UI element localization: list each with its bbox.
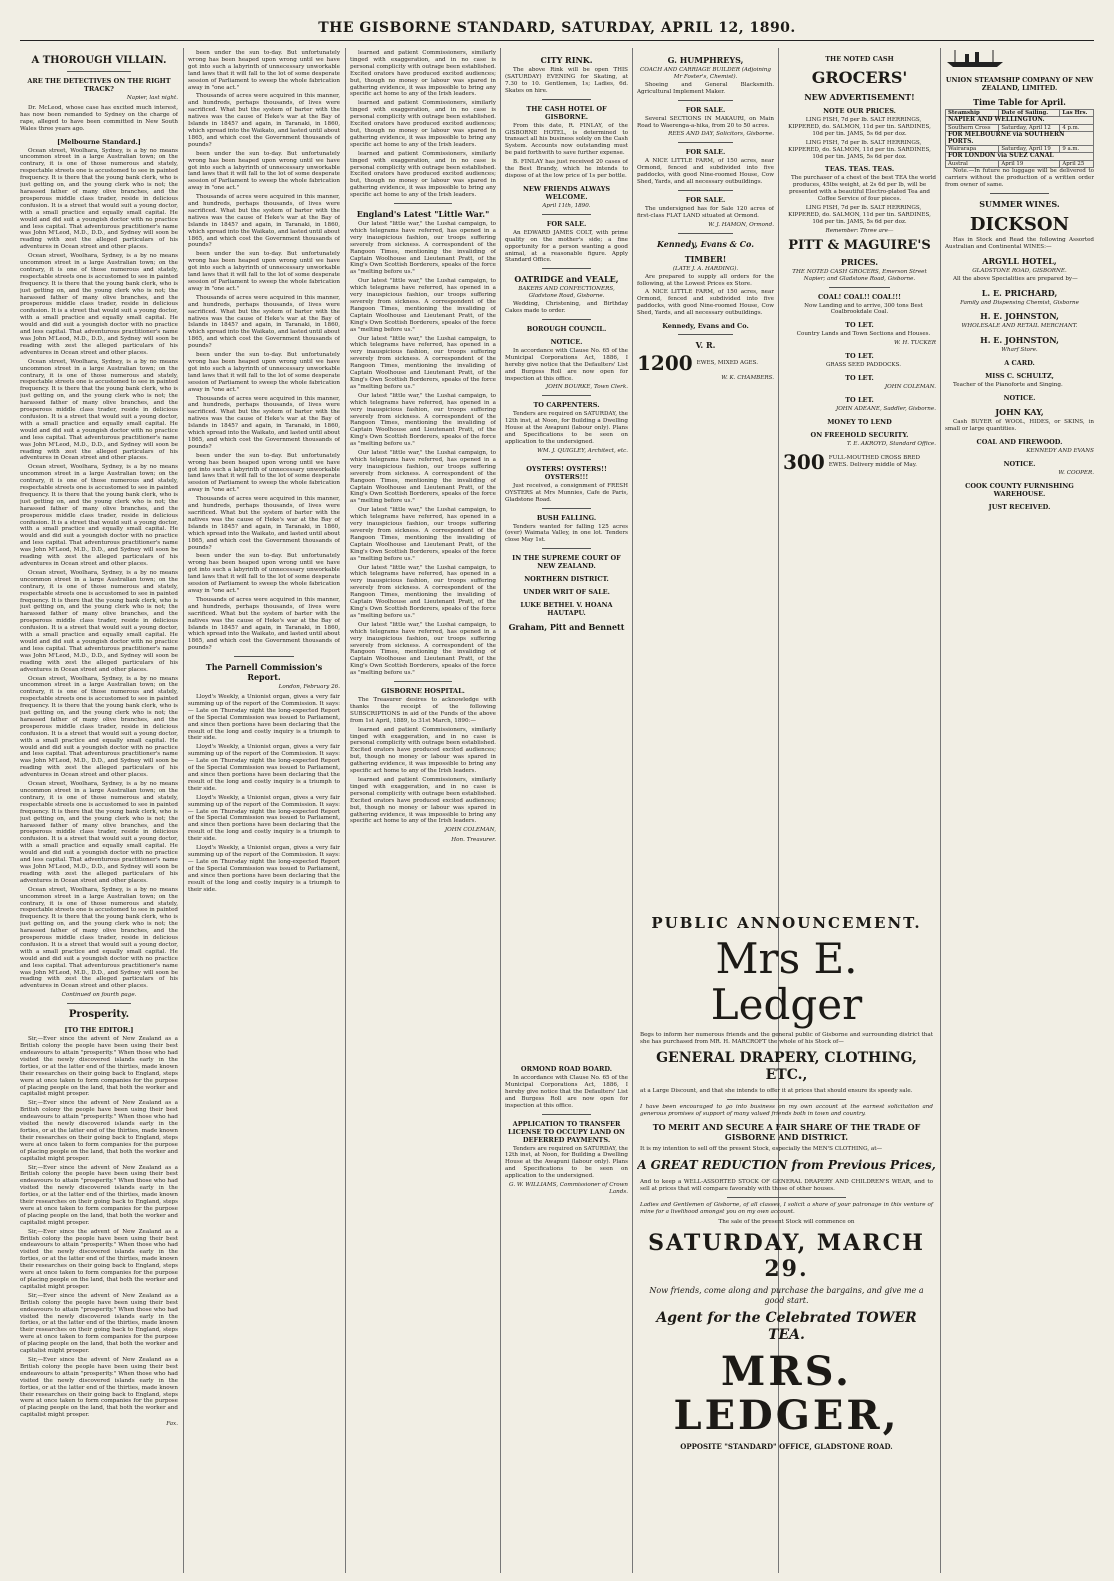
ad-text: A NICE LITTLE FARM, of 150 acres, near Ormond, fenced and subdivided into five paddocks, with good Nine-roomed House, Cow Shed, Yards, and all necessary outbuildings. xyxy=(637,289,774,317)
paragraph: Sir,—Ever since the advent of New Zealand as a British colony the people have been using their best endeavours to attain "prosperity." When those who had visited the newly discovered islands early in the forties, or at the latter end of the thirties, made known their researches on their going back to England, steps were at once taken to form companies for the purpose of placing people on the land, that both the worker and capitalist might prosper. xyxy=(20,1164,178,1226)
ad-text: at a Large Discount, and that she intends to offer it at prices that should ensure its speedy sale. xyxy=(640,1087,913,1094)
paragraph: Ocean street, Woolhara, Sydney, is a by no means uncommon street in a large Australian town; on the contrary, it is one of those numerous and stately, respectable streets one is accustomed to see in painted frequency. It is there that the young bank clerk, who is just getting on, and the young clerk who is not; the harassed father of many olive branches, and the prosperous middle class trader, reside in delicious confusion. It is a street that would suit a young doctor, with a small practice and equally small capital. He would and did suit a youngish doctor with no practice and less capital. That adventurous practitioner's name was John M'Leod, M.D., D.D., and Sydney will soon be reading with zest the alleged particulars of his adventures in Ocean street and other places. xyxy=(20,464,178,567)
ewes-number: 1200 xyxy=(637,351,693,376)
ad-title: G. HUMPHREYS, xyxy=(667,55,744,65)
column-rule xyxy=(632,48,633,1573)
table-cell: April 25 xyxy=(1060,160,1094,167)
ad-title: JOHN KAY, xyxy=(995,407,1044,418)
ad-title: TO LET. xyxy=(845,395,874,404)
ad-firm: Kennedy, Evans and Co. xyxy=(662,322,749,331)
paragraph: Thousands of acres were acquired in this manner, and hundreds, perhaps thousands, of lives were sacrificed. What but the system of barter with the natives was the cause of Heke's war at the Bay of Islands in 1845? and again, in Taranaki, in 1860, which spread into the Waikato, and lasted until about 1865, and which cost the Government thousands of pounds? xyxy=(188,596,340,652)
table-section: NAPIER AND WELLINGTON. xyxy=(946,117,1094,124)
table-cell: Saturday, April 12 xyxy=(999,124,1060,131)
ad-text: B. FINLAY has just received 20 cases of the Best Brandy, which he intends to dispose of at the low price of 1s per bottle. xyxy=(505,159,628,179)
ad-firm: Graham, Pitt and Bennett xyxy=(508,622,625,633)
table-section: FOR LONDON via SUEZ CANAL xyxy=(946,153,1094,160)
paragraph: Dr. McLeod, whose case has excited much interest, has now been remanded to Sydney on the charge of rape, alleged to have been committed in New South Wales three years ago. xyxy=(20,104,178,132)
column-classifieds xyxy=(505,50,628,905)
masthead-rule xyxy=(20,40,1094,41)
table-cell: Austral xyxy=(946,160,999,167)
signature: W. K. CHAMBERS. xyxy=(721,375,774,382)
signature: JOHN COLEMAN, xyxy=(444,827,496,834)
ad-title: PITT & MAGUIRE'S xyxy=(788,237,931,253)
ledger-announcement xyxy=(637,908,936,1570)
ad-sub: COACH AND CARRIAGE BUILDER (Adjoining Mr Foster's, Chemist). xyxy=(640,67,771,80)
paragraph: learned and patient Commissioners, similarly tinged with exaggeration, and in no case is personal complicity with outrage been established. Excited orators have produced excited audiences; but, though no money or labour was spared in gathering evidence, it was impossible to bring any specific act home to any of the Irish leaders. xyxy=(350,50,496,98)
ad-title: H. E. JOHNSTON, xyxy=(980,335,1059,346)
ad-title: GROCERS' xyxy=(811,68,908,87)
paragraph: been under the sun to-day. But unfortunately wrong has been heaped upon wrong until we have got into such a labyrinth of unnecessary unworkable land laws that it will fall to the lot of some desperate session of Parliament to sweep the whole fabrication away in "one act." xyxy=(188,251,340,292)
ad-title: APPLICATION TO TRANSFER LICENSE TO OCCUPY LAND ON DEFERRED PAYMENTS. xyxy=(508,1119,625,1144)
sale-date: SATURDAY, MARCH 29. xyxy=(648,1229,925,1282)
ad-address: OPPOSITE "STANDARD" OFFICE, GLADSTONE ROAD. xyxy=(680,1441,893,1451)
ad-sub: Remember: Three are— xyxy=(825,227,894,234)
ad-title: L. E. PRICHARD, xyxy=(981,287,1058,298)
ad-name: MRS. LEDGER, xyxy=(673,1347,900,1439)
steamship-icon xyxy=(945,50,1005,71)
paragraph: Thousands of acres were acquired in this manner, and hundreds, perhaps thousands, of lives were sacrificed. What but the system of barter with the natives was the cause of Heke's war at the Bay of Islands in 1845? and again, in Taranaki, in 1860, which spread into the Waikato, and lasted until about 1865, and which cost the Government thousands of pounds? xyxy=(188,194,340,249)
ad-text: It is my intention to sell off the present Stock, especially the MEN'S CLOTHING, at— xyxy=(640,1145,883,1152)
paragraph: Thousands of acres were acquired in this manner, and hundreds, perhaps thousands, of lives were sacrificed. What but the system of barter with the natives was the cause of Heke's war at the Bay of Islands in 1845? and again, in Taranaki, in 1860, which spread into the Waikato, and lasted until about 1865, and which cost the Government thousands of pounds? xyxy=(188,93,340,148)
paragraph: Thousands of acres were acquired in this manner, and hundreds, perhaps thousands, of lives were sacrificed. What but the system of barter with the natives was the cause of Heke's war at the Bay of Islands in 1845? and again, in Taranaki, in 1860, which spread into the Waikato, and lasted until about 1865, and which cost the Government thousands of pounds? xyxy=(188,294,340,350)
ad-title: BOROUGH COUNCIL. xyxy=(526,324,607,333)
ad-sub: NOTICE. xyxy=(1003,394,1036,403)
ad-title: OYSTERS! OYSTERS!! OYSTERS!!! xyxy=(526,464,607,481)
signature: REES AND DAY, Solicitors, Gisborne. xyxy=(668,131,774,138)
paragraph: Our latest "little war," the Lushai campaign, to which telegrams have referred, has opened in a very inauspicious fashion, our troops suffering severely from sickness. A correspondent of the Rangoon Times, mentioning the invaliding of Captain Woolhouse and Lieutenant Pratt, of the King's Own Scottish Borderers, speaks of the force as "melting before us." xyxy=(350,621,496,677)
ad-sub: NOTE OUR PRICES. xyxy=(823,107,896,115)
ad-sub: TEAS. TEAS. TEAS. xyxy=(824,165,895,174)
ad-title: PRICES. xyxy=(840,256,879,267)
ad-title: TO LET. xyxy=(845,321,874,330)
ad-title: H. E. JOHNSTON, xyxy=(980,311,1059,322)
ad-title: FOR SALE. xyxy=(685,148,726,157)
ad-title: UNION STEAMSHIP COMPANY OF NEW ZEALAND, LIMITED. xyxy=(945,75,1094,92)
ad-text: The undersigned has for Sale 120 acres of first-class FLAT LAND situated at Ormond. xyxy=(637,205,774,219)
ad-text: The sale of the present Stock will commence on xyxy=(718,1219,855,1226)
article-title: The Parnell Commission's Report. xyxy=(205,662,323,683)
paragraph: been under the sun to-day. But unfortunately wrong has been heaped upon wrong until we have got into such a labyrinth of unnecessary unworkable land laws that it will fall to the lot of some desperate session of Parliament to sweep the whole fabrication away in "one act." xyxy=(188,50,340,91)
ad-title: TO LET. xyxy=(845,352,874,361)
ad-title: IN THE SUPREME COURT OF NEW ZEALAND. xyxy=(512,554,621,571)
ad-text: Teacher of the Pianoforte and Singing. xyxy=(953,382,1063,389)
ad-sub: A CARD. xyxy=(1004,359,1035,368)
paragraph: learned and patient Commissioners, similarly tinged with exaggeration, and in no case is personal complicity with outrage been established. Excited orators have produced excited audiences; but, though no money or labour was spared in gathering evidence, it was impossible to bring any specific act home to any of the Irish leaders. xyxy=(350,726,496,775)
article-title: A THOROUGH VILLAIN. xyxy=(31,55,167,66)
ad-title: FOR SALE. xyxy=(685,195,726,204)
ad-sub: TO MERIT AND SECURE A FAIR SHARE OF THE TRADE OF GISBORNE AND DISTRICT. xyxy=(652,1121,921,1142)
paragraph: been under the sun to-day. But unfortunately wrong has been heaped upon wrong until we have got into such a labyrinth of unnecessary unworkable land laws that it will fall to the lot of some desperate session of Parliament to sweep the whole fabrication away in "one act." xyxy=(188,452,340,494)
column-rule xyxy=(940,48,941,1573)
column-rule xyxy=(183,48,184,1573)
ad-text: GRASS SEED PADDOCKS. xyxy=(825,362,902,369)
paragraph: Ocean street, Woolhara, Sydney, is a by no means uncommon street in a large Australian town; on the contrary, it is one of those numerous and stately, respectable streets one is accustomed to see in painted frequency. It is there that the young bank clerk, who is just getting on, and the young clerk who is not; the harassed father of many olive branches, and the prosperous middle class trader, reside in delicious confusion. It is a street that would suit a young doctor, with a small practice and equally small capital. He would and did suit a youngish doctor with no practice and less capital. That adventurous practitioner's name was John M'Leod, M.D., D.D., and Sydney will soon be reading with zest the alleged particulars of his adventures in Ocean street and other places. xyxy=(20,675,178,779)
paragraph: Ocean street, Woolhara, Sydney, is a by no means uncommon street in a large Australian town; on the contrary, it is one of those numerous and stately, respectable streets one is accustomed to see in painted frequency. It is there that the young bank clerk, who is just getting on, and the young clerk who is not; the harassed father of many olive branches, and the prosperous middle class trader, reside in delicious confusion. It is a street that would suit a young doctor, with a small practice and equally small capital. He would and did suit a youngish doctor with no practice and less capital. That adventurous practitioner's name was John M'Leod, M.D., D.D., and Sydney will soon be reading with zest the alleged particulars of his adventures in Ocean street and other places. xyxy=(20,781,178,884)
timetable xyxy=(945,109,1094,168)
ad-title: MISS C. SCHULTZ, xyxy=(985,372,1054,381)
table-cell: Wairarapa xyxy=(946,145,999,152)
ad-title: SUMMER WINES. xyxy=(979,198,1060,209)
paragraph: Lloyd's Weekly, a Unionist organ, gives a very fair summing up of the report of the Commission. It says:— Late on Thursday night the long-expected Report of the Special Commission was issued to Parliament, and since then portions have been declaring that the result of the long and costly inquiry is a triumph to their side. xyxy=(188,694,340,742)
ad-text: Several SECTIONS IN MAKAURI, on Main Road to Waerenga-a-hika, from 20 to 50 acres. xyxy=(637,115,774,129)
table-cell: April 19 xyxy=(999,160,1060,167)
signature: G. W. WILLIAMS, Commissioner of Crown Lands. xyxy=(509,1182,628,1195)
ad-text: EWES, MIXED AGES. xyxy=(696,359,759,366)
paragraph: Our latest "little war," the Lushai campaign, to which telegrams have referred, has opened in a very inauspicious fashion, our troops suffering severely from sickness. A correspondent of the Rangoon Times, mentioning the invaliding of Captain Woolhouse and Lieutenant Pratt, of the King's Own Scottish Borderers, speaks of the force as "melting before us." xyxy=(350,335,496,390)
table-cell: Southern Cross xyxy=(946,124,999,131)
paragraph: Thousands of acres were acquired in this manner, and hundreds, perhaps thousands, of lives were sacrificed. What but the system of barter with the natives was the cause of Heke's war at the Bay of Islands in 1845? and again, in Taranaki, in 1860, which spread into the Waikato, and lasted until about 1865, and which cost the Government thousands of pounds? xyxy=(188,395,340,450)
ad-text: Are prepared to supply all orders for the following, at the Lowest Prices ex Store. xyxy=(637,273,774,287)
column-right xyxy=(945,50,1094,1570)
ad-text: Just received, a consignment of FRESH OYSTERS at Mrs Munnies, Cafe de Paris, Gladstone Road. xyxy=(505,482,628,503)
source-line: [Melbourne Standard.] xyxy=(57,137,141,146)
signature: W. J. HAMON, Ormond. xyxy=(708,221,774,228)
ad-text: An EDWARD JAMES COLT, with prime quality on the mother's side; a fine opportunity for a person wanting a good animal, at a reasonable figure. Apply Standard Office. xyxy=(505,229,628,264)
paragraph: been under the sun to-day. But unfortunately wrong has been heaped upon wrong until we have got into such a labyrinth of unnecessary unworkable land laws that it will fall to the lot of some desperate session of Parliament to sweep the whole fabrication away in "one act." xyxy=(188,553,340,594)
ad-sub: WHOLESALE AND RETAIL MERCHANT. xyxy=(961,323,1078,330)
ad-text: FULL-MOUTHED CROSS BRED EWES. Delivery middle of May. xyxy=(828,454,920,468)
signature: JOHN ADEANE, Saddler, Gisborne. xyxy=(835,405,936,412)
paragraph: been under the sun to-day. But unfortunately wrong has been heaped upon wrong until we have got into such a labyrinth of unnecessary unworkable land laws that it will fall to the lot of some desperate session of Parliament to sweep the whole fabrication away in "one act." xyxy=(188,352,340,393)
ad-sub: NOTICE. xyxy=(1003,459,1036,468)
ad-sub: (LATE J. A. HARDING). xyxy=(672,265,739,272)
ad-title: NEW ADVERTISEMENT! xyxy=(804,92,915,102)
signature: WM. J. QUIGLEY, Architect, etc. xyxy=(537,447,628,454)
ad-text: A NICE LITTLE FARM, of 150 acres, near Ormond, fenced and subdivided into five paddocks, with good Nine-roomed House, Cow Shed, Yards, and all necessary outbuildings. xyxy=(637,158,774,186)
ad-text: Begs to inform her numerous friends and the general public of Gisborne and surrounding district that she has purchased from MR. H. MARCROFT the whole of his Stock of— xyxy=(640,1032,933,1045)
paragraph: Our latest "little war," the Lushai campaign, to which telegrams have referred, has opened in a very inauspicious fashion, our troops suffering severely from sickness. A correspondent of the Rangoon Times, mentioning the invaliding of Captain Woolhouse and Lieutenant Pratt, of the King's Own Scottish Borderers, speaks of the force as "melting before us." xyxy=(350,221,496,276)
column-land xyxy=(188,50,340,1570)
royal-crest: V. R. xyxy=(695,340,716,351)
ad-title: THE CASH HOTEL OF GISBORNE. xyxy=(526,104,607,121)
ad-text: NEW FRIENDS ALWAYS WELCOME. xyxy=(522,184,611,201)
ad-title: TO CARPENTERS. xyxy=(533,401,600,410)
paragraph: Lloyd's Weekly, a Unionist organ, gives a very fair summing up of the report of the Commission. It says:— Late on Thursday night the long-expected Report of the Special Commission was issued to Parliament, and since then portions have been declaring that the result of the long and costly inquiry is a triumph to their side. xyxy=(188,794,340,843)
ad-sub: Family and Dispensing Chemist, Gisborne xyxy=(960,299,1079,306)
ad-title: DICKSON xyxy=(969,213,1070,235)
ad-sub: NOTICE. xyxy=(550,337,583,346)
ad-title: FOR SALE. xyxy=(546,219,587,228)
paragraph: Lloyd's Weekly, a Unionist organ, gives a very fair summing up of the report of the Commission. It says:— Late on Thursday night the long-expected Report of the Special Commission was issued to Parliament, and since then portions have been declaring that the result of the long and costly inquiry is a triumph to their side. xyxy=(188,845,340,893)
ad-text: Tenders are required on SATURDAY, the 12th inst, at Noon, for Building a Dwelling House at the Awapuni (labour only). Plans and Specifications to be seen on application to the undersigned. xyxy=(505,1145,628,1180)
dateline: London, February 26. xyxy=(278,684,340,691)
signature: T. E. AKROYD, Standard Office. xyxy=(846,440,936,447)
column-grocers xyxy=(783,50,936,905)
ad-title: COAL AND FIREWOOD. xyxy=(976,437,1063,446)
ad-text: Shoeing and General Blacksmith. Agricultural Implement Maker. xyxy=(637,81,774,95)
dateline: Napier, last night. xyxy=(126,95,178,101)
column-rule xyxy=(345,48,346,1573)
paragraph: Our latest "little war," the Lushai campaign, to which telegrams have referred, has opened in a very inauspicious fashion, our troops suffering severely from sickness. A correspondent of the Rangoon Times, mentioning the invaliding of Captain Woolhouse and Lieutenant Pratt, of the King's Own Scottish Borderers, speaks of the force as "melting before us." xyxy=(350,278,496,333)
ad-text: And to keep a WELL-ASSORTED STOCK OF GENERAL DRAPERY AND CHILDREN'S WEAR, and to sell at prices that will compare favorably with those of other houses. xyxy=(640,1179,933,1193)
ad-sub: GENERAL DRAPERY, CLOTHING, ETC., xyxy=(656,1049,917,1083)
ad-sub: A GREAT REDUCTION from Previous Prices, xyxy=(637,1158,936,1173)
ad-text: ON FREEHOLD SECURITY. xyxy=(810,430,909,439)
column-classifieds-2 xyxy=(637,50,774,905)
article-title: England's Latest "Little War." xyxy=(356,209,490,220)
paragraph: been under the sun to-day. But unfortunately wrong has been heaped upon wrong until we have got into such a labyrinth of unnecessary unworkable land laws that it will fall to the lot of some desperate session of Parliament to sweep the whole fabrication away in "one act." xyxy=(188,150,340,192)
ad-title: Kennedy, Evans & Co. xyxy=(656,238,755,249)
paragraph: Our latest "little war," the Lushai campaign, to which telegrams have referred, has opened in a very inauspicious fashion, our troops suffering severely from sickness. A correspondent of the Rangoon Times, mentioning the invaliding of Captain Woolhouse and Lieutenant Pratt, of the King's Own Scottish Borderers, speaks of the force as "melting before us." xyxy=(350,450,496,505)
ad-text: Now Landing and to arrive, 300 tons Best Coalbrookdale Coal. xyxy=(804,302,923,316)
ad-text: Now friends, come along and purchase the bargains, and give me a good start. xyxy=(649,1285,924,1305)
ad-text: Tenders wanted for falling 125 acres (over) Waimata Valley, in one lot. Tenders close May 1st. xyxy=(505,523,628,544)
ad-title: TO LET. xyxy=(845,374,874,383)
paragraph: Sir,—Ever since the advent of New Zealand as a British colony the people have been using their best endeavours to attain "prosperity." When those who had visited the newly discovered islands early in the forties, or at the latter end of the thirties, made known their researches on their going back to England, steps were at once taken to form companies for the purpose of placing people on the land, that both the worker and capitalist might prosper. xyxy=(20,1228,178,1290)
ad-sub: Wharf Store. xyxy=(1001,347,1038,354)
ad-text: Wedding, Christening, and Birthday Cakes made to order. xyxy=(505,301,628,315)
ad-sub: THE NOTED CASH GROCERS, Emerson Street Napier; and Gladstone Road, Gisborne. xyxy=(792,268,927,282)
ad-name: Mrs E. Ledger xyxy=(710,934,863,1029)
signature: KENNEDY AND EVANS xyxy=(1026,447,1094,454)
ad-title: COAL! COAL!! COAL!!! xyxy=(818,292,901,301)
ad-title: ARGYLL HOTEL, xyxy=(982,255,1057,266)
column-road-board xyxy=(505,1060,628,1570)
timetable-title: Time Table for April. xyxy=(973,96,1066,107)
ad-title: TIMBER! xyxy=(684,253,727,264)
paragraph: Ocean street, Woolhara, Sydney, is a by no means uncommon street in a large Australian town; on the contrary, it is one of those numerous and stately, respectable streets one is accustomed to see in painted frequency. It is there that the young bank clerk, who is just getting on, and the young clerk who is not; the harassed father of many olive branches, and the prosperous middle class trader, reside in delicious confusion. It is a street that would suit a young doctor, with a small practice and equally small capital. He would and did suit a youngish doctor with no practice and less capital. That adventurous practitioner's name was John M'Leod, M.D., D.D., and Sydney will soon be reading with zest the alleged particulars of his adventures in Ocean street and other places. xyxy=(20,358,178,462)
ad-sub: Agent for the Celebrated TOWER TEA. xyxy=(656,1309,917,1343)
paragraph: Thousands of acres were acquired in this manner, and hundreds, perhaps thousands, of lives were sacrificed. What but the system of barter with the natives was the cause of Heke's war at the Bay of Islands in 1845? and again, in Taranaki, in 1860, which spread into the Waikato, and lasted until about 1865, and which cost the Government thousands of pounds? xyxy=(188,496,340,551)
paragraph: learned and patient Commissioners, similarly tinged with exaggeration, and in no case is personal complicity with outrage been established. Excited orators have produced excited audiences; but, though no money or labour was spared in gathering evidence, it was impossible to bring any specific act home to any of the Irish leaders. xyxy=(350,100,496,148)
paragraph: learned and patient Commissioners, similarly tinged with exaggeration, and in no case is personal complicity with outrage been established. Excited orators have produced excited audiences; but, though no money or labour was spared in gathering evidence, it was impossible to bring any specific act home to any of the Irish leaders. xyxy=(350,150,496,199)
article-title: Prosperity. xyxy=(68,1009,130,1021)
article-subtitle: ARE THE DETECTIVES ON THE RIGHT TRACK? xyxy=(27,77,171,93)
ad-title: PUBLIC ANNOUNCEMENT. xyxy=(651,914,922,932)
paragraph: Our latest "little war," the Lushai campaign, to which telegrams have referred, has opened in a very inauspicious fashion, our troops suffering severely from sickness. A correspondent of the Rangoon Times, mentioning the invaliding of Captain Woolhouse and Lieutenant Pratt, of the King's Own Scottish Borderers, speaks of the force as "melting before us." xyxy=(350,507,496,562)
ad-sub: BAKERS AND CONFECTIONERS, Gladstone Road, Gisborne. xyxy=(518,286,615,300)
paragraph: The Treasurer desires to acknowledge with thanks the receipt of the following SUBSCRIPTIONS in aid of the Funds of the above from 1st April, 1889, to 31st March, 1890:— xyxy=(350,697,496,724)
signature: W. COOPER. xyxy=(1058,469,1094,476)
signature: Fax. xyxy=(166,1421,178,1428)
paragraph: learned and patient Commissioners, similarly tinged with exaggeration, and in no case is personal complicity with outrage been established. Excited orators have produced excited audiences; but, though no money or labour was spared in gathering evidence, it was impossible to bring any specific act home to any of the Irish leaders. xyxy=(350,777,496,825)
paragraph: Sir,—Ever since the advent of New Zealand as a British colony the people have been using their best endeavours to attain "prosperity." When those who had visited the newly discovered islands early in the forties, or at the latter end of the thirties, made known their researches on their going back to England, steps were at once taken to form companies for the purpose of placing people on the land, that both the worker and capitalist might prosper. xyxy=(20,1292,178,1355)
ad-sub: JUST RECEIVED. xyxy=(988,502,1051,511)
ad-title: OATRIDGE and VEALE, xyxy=(514,274,619,285)
ad-text: All the above Specialities are prepared by— xyxy=(953,275,1078,282)
ad-text: Tenders are required on SATURDAY, the 12th inst, at Noon, for Building a Dwelling House at the Awapuni (labour only). Plans and Specifications to be seen on application to the undersigned. xyxy=(505,411,628,445)
column-rule xyxy=(500,48,501,1573)
column-lushai xyxy=(350,50,496,1570)
ad-text: In accordance with Clause No. 65 of the Municipal Corporations Act, 1886, I hereby give notice that the Defaulters' List and Burgess Roll are now open for inspection at this office. xyxy=(505,1075,628,1109)
ad-text: Country Lands and Town Sections and Houses. xyxy=(796,331,931,338)
ad-title: THE NOTED CASH xyxy=(825,55,894,63)
table-cell: Saturday, April 19 xyxy=(999,145,1060,152)
signature: Hon. Treasurer. xyxy=(451,837,496,844)
signature: JOHN COLEMAN. xyxy=(884,384,936,391)
ad-text: Ladies and Gentlemen of Gisborne, of all classes, I solicit a share of your patronage in this venture of mine for a livelihood amongst you on my own account. xyxy=(640,1202,933,1216)
ad-text: The above Rink will be open THIS (SATURDAY) EVENING for Skating, at 7.30 to 10. Gentlemen, 1s; Ladies, 6d. Skates on hire. xyxy=(505,67,628,94)
ewes-number: 300 xyxy=(783,449,825,474)
paragraph: Ocean street, Woolhara, Sydney, is a by no means uncommon street in a large Australian town; on the contrary, it is one of those numerous and stately, respectable streets one is accustomed to see in painted frequency. It is there that the young bank clerk, who is just getting on, and the young clerk who is not; the harassed father of many olive branches, and the prosperous middle class trader, reside in delicious confusion. It is a street that would suit a young doctor, with a small practice and equally small capital. He would and did suit a youngish doctor with no practice and less capital. That adventurous practitioner's name was John M'Leod, M.D., D.D., and Sydney will soon be reading with zest the alleged particulars of his adventures in Ocean street and other places. xyxy=(20,253,178,356)
ad-title: CITY RINK. xyxy=(540,55,593,65)
ad-sub: GLADSTONE ROAD, GISBORNE. xyxy=(972,267,1067,274)
paragraph: Our latest "little war," the Lushai campaign, to which telegrams have referred, has opened in a very inauspicious fashion, our troops suffering severely from sickness. A correspondent of the Rangoon Times, mentioning the invaliding of Captain Woolhouse and Lieutenant Pratt, of the King's Own Scottish Borderers, speaks of the force as "melting before us." xyxy=(350,564,496,619)
masthead: THE GISBORNE STANDARD, SATURDAY, APRIL 12, 1890. xyxy=(318,20,796,36)
ad-text: In accordance with Clause No. 65 of the Municipal Corporations Act, 1886, I hereby give notice that the Defaulters' List and Burgess Roll are now open for inspection at this office. xyxy=(505,347,628,382)
table-cell: 9 a.m. xyxy=(1060,145,1094,152)
ad-text: The purchaser of a chest of the best TEA the world produces, 45lbs weight, at 2s 6d per lb, will be presented with a beautiful Electro-plated Tea and Coffee Service of four pieces. xyxy=(788,175,936,203)
paragraph: Sir,—Ever since the advent of New Zealand as a British colony the people have been using their best endeavours to attain "prosperity." When those who had visited the newly discovered islands early in the forties, or at the latter end of the thirties, made known their researches on their going back to England, steps were at once taken to form companies for the purpose of placing people on the land, that both the worker and capitalist might prosper. xyxy=(20,1100,178,1162)
table-header: Las Hrs. xyxy=(1060,109,1094,116)
paragraph: Sir,—Ever since the advent of New Zealand as a British colony the people have been using their best endeavours to attain "prosperity." When those who had visited the newly discovered islands early in the forties, or at the latter end of the thirties, made known their researches on their going back to England, steps were at once taken to form companies for the purpose of placing people on the land, that both the worker and capitalist might prosper. xyxy=(20,1356,178,1419)
paragraph: Sir,—Ever since the advent of New Zealand as a British colony the people have been using their best endeavours to attain "prosperity." When those who had visited the newly discovered islands early in the forties, or at the latter end of the thirties, made known their researches on their going back to England, steps were at once taken to form companies for the purpose of placing people on the land, that both the worker and capitalist might prosper. xyxy=(20,1036,178,1098)
paragraph: Ocean street, Woolhara, Sydney, is a by no means uncommon street in a large Australian town; on the contrary, it is one of those numerous and stately, respectable streets one is accustomed to see in painted frequency. It is there that the young bank clerk, who is just getting on, and the young clerk who is not; the harassed father of many olive branches, and the prosperous middle class trader, reside in delicious confusion. It is a street that would suit a young doctor, with a small practice and equally small capital. He would and did suit a youngish doctor with no practice and less capital. That adventurous practitioner's name was John M'Leod, M.D., D.D., and Sydney will soon be reading with zest the alleged particulars of his adventures in Ocean street and other places. xyxy=(20,886,178,990)
ad-text: LING FISH, 7d per lb. SALT HERRINGS, KIPPERED, do. SALMON, 11d per tin. SARDINES, 10d per tin. JAMS, 5s 6d per doz. xyxy=(788,139,931,160)
ad-text: I have been encouraged to go into business on my own account at the earnest solicitation and generous promises of support of many valued friends both in town and country. xyxy=(640,1103,933,1117)
paragraph: Our latest "little war," the Lushai campaign, to which telegrams have referred, has opened in a very inauspicious fashion, our troops suffering severely from sickness. A correspondent of the Rangoon Times, mentioning the invaliding of Captain Woolhouse and Lieutenant Pratt, of the King's Own Scottish Borderers, speaks of the force as "melting before us." xyxy=(350,392,496,448)
signature: JOHN BOURKE, Town Clerk. xyxy=(546,384,628,391)
ad-sub: LUKE BETHEL V. HOANA HAUTAPU. xyxy=(520,601,613,618)
table-header: Date of Sailing. xyxy=(999,109,1060,116)
ad-text: Has in Stock and Read the following Assorted Australian and Continental WINES:— xyxy=(945,236,1094,250)
ad-text: From this date, R. FINLAY, of the GISBORNE HOTEL, is determined to transact all his business solely on the Cash System. Accounts now outstanding must be paid forthwith to save further expense. xyxy=(505,122,628,157)
paragraph: Lloyd's Weekly, a Unionist organ, gives a very fair summing up of the report of the Commission. It says:— Late on Thursday night the long-expected Report of the Special Commission was issued to Parliament, and since then portions have been declaring that the result of the long and costly inquiry is a triumph to their side. xyxy=(188,744,340,792)
ad-sub: UNDER WRIT OF SALE. xyxy=(523,588,610,597)
column-villain xyxy=(20,50,178,1570)
ad-title: FOR SALE. xyxy=(685,105,726,114)
ad-text: Note.—In future no luggage will be delivered to carriers without the production of a written order from owner of same. xyxy=(945,168,1094,188)
table-header: Steamship xyxy=(946,109,999,116)
ad-title: BUSH FALLING. xyxy=(536,513,597,522)
paragraph: Ocean street, Woolhara, Sydney, is a by no means uncommon street in a large Australian town; on the contrary, it is one of those numerous and stately, respectable streets one is accustomed to see in painted frequency. It is there that the young bank clerk, who is just getting on, and the young clerk who is not; the harassed father of many olive branches, and the prosperous middle class trader, reside in delicious confusion. It is a street that would suit a young doctor, with a small practice and equally small capital. He would and did suit a youngish doctor with no practice and less capital. That adventurous practitioner's name was John M'Leod, M.D., D.D., and Sydney will soon be reading with zest the alleged particulars of his adventures in Ocean street and other places. xyxy=(20,147,178,251)
table-section: FOR MELBOURNE via SOUTHERN PORTS. xyxy=(946,132,1094,146)
paragraph: Ocean street, Woolhara, Sydney, is a by no means uncommon street in a large Australian town; on the contrary, it is one of those numerous and stately, respectable streets one is accustomed to see in painted frequency. It is there that the young bank clerk, who is just getting on, and the young clerk who is not; the harassed father of many olive branches, and the prosperous middle class trader, reside in delicious confusion. It is a street that would suit a young doctor, with a small practice and equally small capital. He would and did suit a youngish doctor with no practice and less capital. That adventurous practitioner's name was John M'Leod, M.D., D.D., and Sydney will soon be reading with zest the alleged particulars of his adventures in Ocean street and other places. xyxy=(20,569,178,673)
continued-note: Continued on fourth page. xyxy=(61,992,137,999)
ad-text: LING FISH, 7d per lb. SALT HERRINGS, KIPPERED, do. SALMON, 11d per tin. SARDINES, 10d per tin. JAMS, 5s 6d per doz. xyxy=(788,117,931,137)
signature: W. H. TUCKER xyxy=(894,340,936,347)
to-editor: [TO THE EDITOR.] xyxy=(64,1026,134,1035)
notice-title: GISBORNE HOSPITAL. xyxy=(381,687,465,696)
ad-text: Cash BUYER of WOOL, HIDES, or SKINS, in small or large quantities. xyxy=(945,419,1094,433)
ad-title: COOK COUNTY FURNISHING WAREHOUSE. xyxy=(965,481,1074,498)
ad-title: MONEY TO LEND xyxy=(827,417,892,426)
ad-sub: NORTHERN DISTRICT. xyxy=(524,575,609,584)
ad-title: ORMOND ROAD BOARD. xyxy=(520,1065,613,1073)
ad-date: April 11th, 1890. xyxy=(542,202,591,209)
table-cell: 4 p.m. xyxy=(1060,124,1094,131)
ad-text: LING FISH, 7d per lb. SALT HERRINGS, KIPPERED, do. SALMON, 11d per tin. SARDINES, 10d per tin. JAMS, 5s 6d per doz. xyxy=(788,205,931,225)
